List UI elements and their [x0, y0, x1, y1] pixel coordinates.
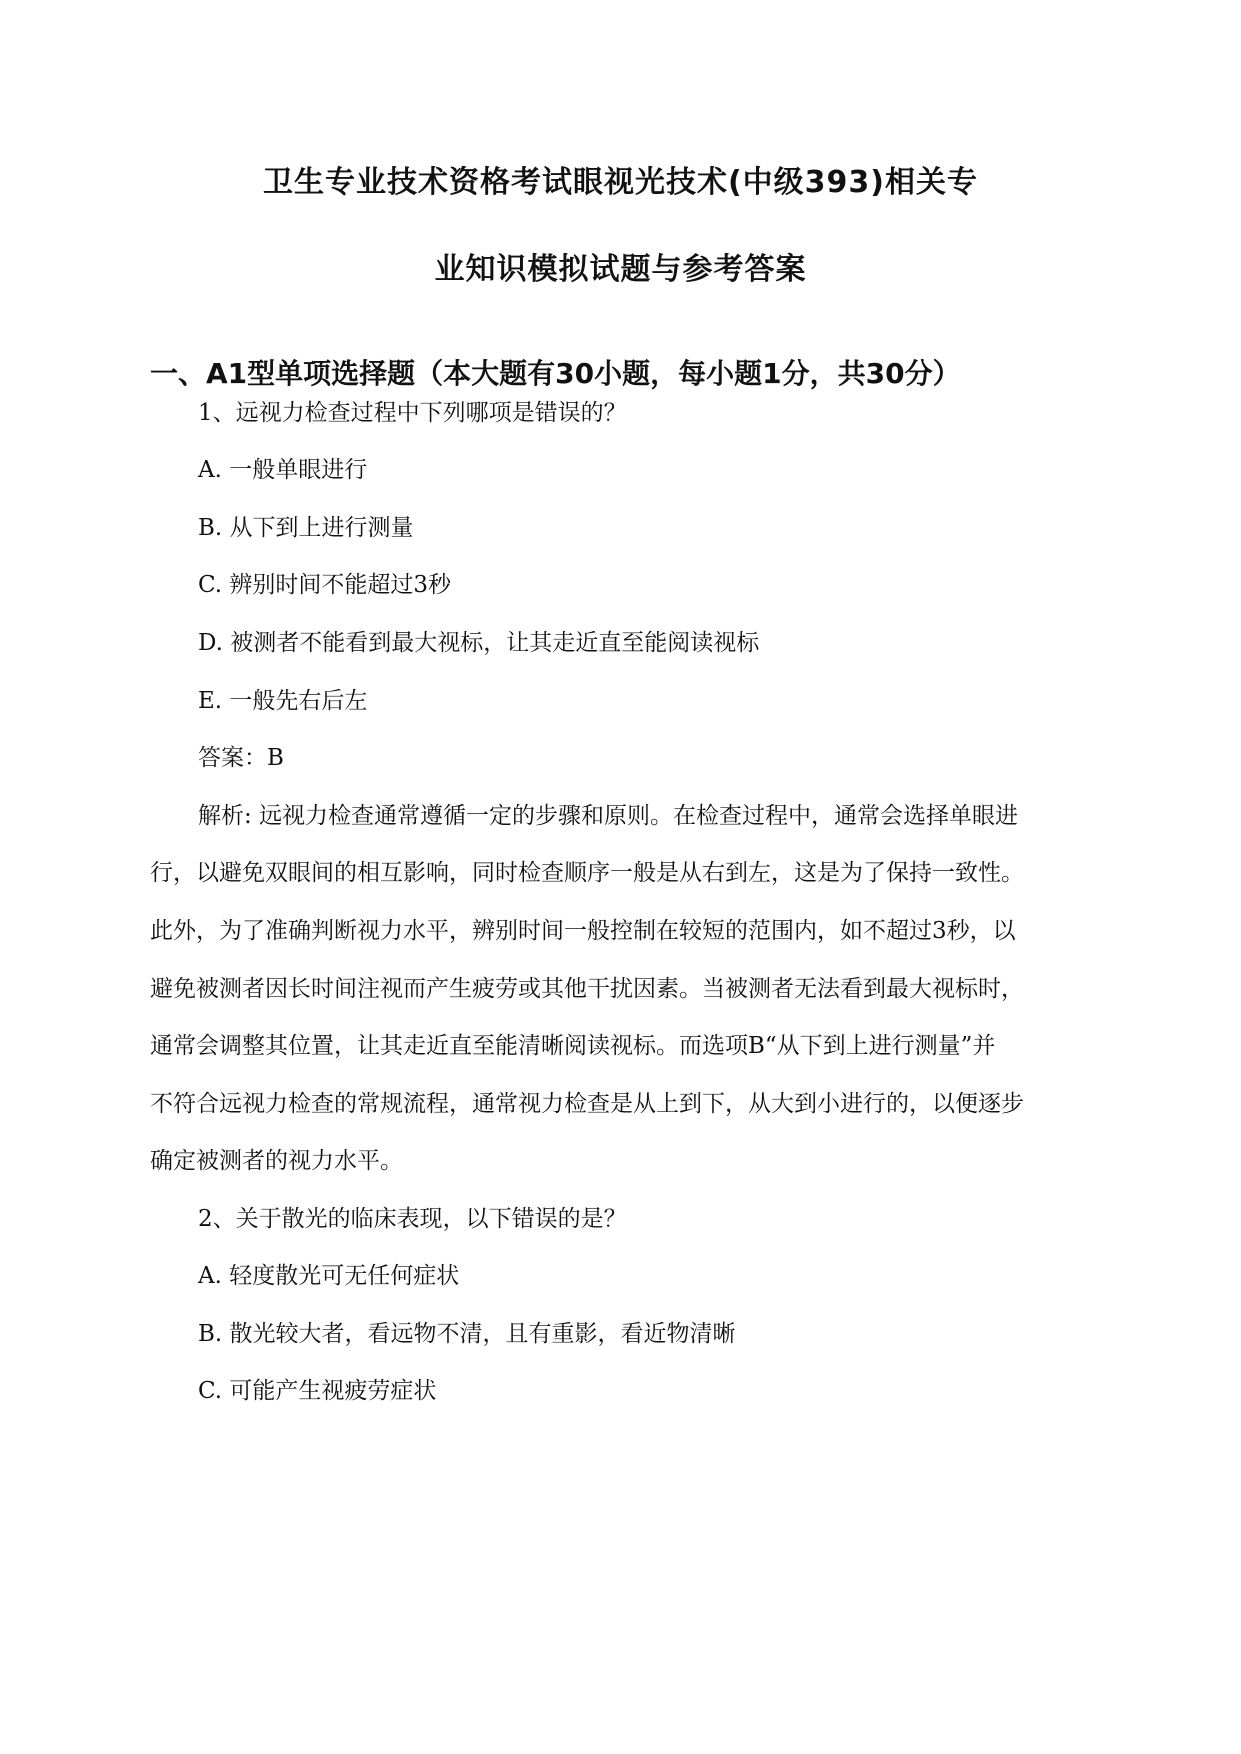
question-1-answer: 答案：B — [198, 745, 284, 771]
question-1-option-e: E. 一般先右后左 — [198, 688, 368, 714]
analysis-line: 行，以避免双眼间的相互影响，同时检查顺序一般是从右到左，这是为了保持一致性。 — [150, 860, 1024, 886]
question-1-stem: 1、远视力检查过程中下列哪项是错误的？ — [198, 400, 627, 426]
analysis-line: 通常会调整其位置，让其走近直至能清晰阅读视标。而选项B“从下到上进行测量”并 — [150, 1033, 996, 1059]
question-1-option-b: B. 从下到上进行测量 — [198, 515, 414, 541]
question-2-option-b: B. 散光较大者，看远物不清，且有重影，看近物清晰 — [198, 1321, 736, 1347]
document-title-line-1: 卫生专业技术资格考试眼视光技术(中级393)相关专 — [262, 165, 979, 200]
section-heading: 一、A1型单项选择题（本大题有30小题，每小题1分，共30分） — [150, 357, 961, 390]
analysis-line: 确定被测者的视力水平。 — [150, 1148, 403, 1174]
document-title-line-2: 业知识模拟试题与参考答案 — [434, 252, 807, 287]
question-1-option-d: D. 被测者不能看到最大视标，让其走近直至能阅读视标 — [198, 630, 760, 656]
question-2-option-a: A. 轻度散光可无任何症状 — [198, 1263, 460, 1289]
question-1-option-c: C. 辨别时间不能超过3秒 — [198, 572, 452, 598]
analysis-line: 不符合远视力检查的常规流程，通常视力检查是从上到下，从大到小进行的，以便逐步 — [150, 1091, 1024, 1117]
analysis-line: 避免被测者因长时间注视而产生疲劳或其他干扰因素。当被测者无法看到最大视标时， — [150, 976, 1024, 1002]
question-1-option-a: A. 一般单眼进行 — [198, 457, 368, 483]
analysis-line: 解析: 远视力检查通常遵循一定的步骤和原则。在检查过程中，通常会选择单眼进 — [198, 803, 1019, 829]
question-2-option-c: C. 可能产生视疲劳症状 — [198, 1378, 437, 1404]
question-2-stem: 2、关于散光的临床表现，以下错误的是？ — [198, 1206, 627, 1232]
analysis-line: 此外，为了准确判断视力水平，辨别时间一般控制在较短的范围内，如不超过3秒，以 — [150, 918, 1016, 944]
